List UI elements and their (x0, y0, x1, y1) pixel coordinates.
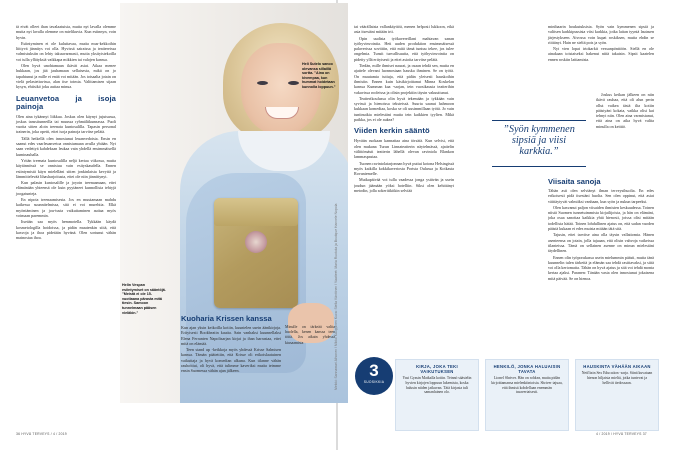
photo-caption-left: Helin Vespan esiintymiset on sääntöjä. "Meistä ei ole 15-vuotiaana pärasta mitä tiesin. Samoon tunnelmaan pääsen vieläkin." (122, 283, 166, 315)
favorites-strip (355, 357, 662, 433)
right-column-2-bottom (548, 188, 654, 353)
mid-column (181, 325, 281, 375)
body-paragraph: Joskus keikan jälkeen on niin ikävä rauhaa, että oli alun perin ollut vaikea tästä ilta kotiin päästyäni kokata, vaikka olisi kai tehnyt niin. Olen aina varmistanut, että aina on aika hyvä valita minulla on keittiö. (596, 92, 654, 129)
subheading-leuanvetoa: Leuanvetoa ja isoja painoja (16, 93, 116, 111)
pull-quote: ”Syön kymmenen sipsiä ja viisi karkkia.” (492, 124, 586, 158)
body-paragraph: Olen hyvä unohtamaan ikävät asiat. Aikaa menee hukkaan, jos jää jauhamaan sellaisesta, mikä on jo tapahtunut ja mille ei enää voi mitään. Jos toisaalta jotain on vielä pelastettavissa, alan itse toimia. Valittamisen sijaan kysyn, ehtisikö joku auttaa minua. (16, 63, 116, 90)
body-paragraph: Hyvään ruokaan kannattaa aina törsätä. Kun selvisi, että olen mukana Turun Linnateatterin näytelmässä, ajattelin välittömästi teatterin lähellä olevan ravintola Blankon lammaspastaa. (354, 138, 454, 160)
body-paragraph: minibaarin houkutuksista. Syön vain kymmenen sipsiä ja valitsen karkkipussista viisi karkkia, jotka laitan tyyntä lautasen järjestykseen. Aivossa voin kupat roskiksen, mutta ehdin se riittänyt. Hain ne sieltä pois ja syön. (548, 24, 654, 45)
body-paragraph: Olen aina tykännyt liikkua. Joskus olen käynyt jujutsussa, joskus tanssitunneilla tai muussa ryhmäliikunnassa. Puoli vuotta sitten aloin treenata kuntosalilla. Tapasin personal trainerin, joka opetti, ettei isoja painoja tarvitse pelätä. (16, 113, 116, 135)
right-column-2-side (596, 92, 654, 130)
photo-caption-right: Heli Sutelo sanoo olevansa sillaillä sortta. "Aina on kivempaa, kun hummat hoidetaan kunnolla loppuun." (302, 62, 336, 89)
body-paragraph: Tähän asti olen selviänyt ilman terveysihuolia. En edes erikoisesti pidä itsestäni huolta. Sen olen oppinut, että asiat väittäytyvät valmiiksi vanhaan, kun syön ja nukun tarpeeksi. (548, 188, 654, 204)
right-column-1 (354, 24, 454, 354)
body-paragraph: Tällä hetkellä olen innostunut leuanvedoista. Ensin en saanut edes vaarleuanvetoa onnistumaan avulla yhtään. Nyt saan vedettyä kahdeksan leukaa vain yhdellä ensimmäisellä kuminauhalla. (16, 135, 116, 157)
body-paragraph: tai väärällaista vallankäyttöä, menen helposti lukkoon, eikä asia itsestäni mitään irti. (354, 24, 454, 35)
body-paragraph: Opin uudista työkavereillani mahtavan sanan työhyvinvointia. Heti uuden produktion ensimmäisessä palaverissa sovittiin, että mitä tämä tuntuu tekee, jos tulee ongelmia. Tunsit turvallisuutta, että työhyvinvointia on pidetty yllä erityisesti ja ettei asioita tarvitse pelätä. (354, 35, 454, 62)
body-paragraph: Ennen olin työporukassa usein mielummin päästi, mutta tänä kuunnelin tulen tärkeitä ja elämän saa tehdä rasittavaksi, ja siitä voi olla kertomatta. Tähän on hyvä ajatus ja sitä voi tehdä monta kertaa ajaksi. Paranen: Tänään vasta olen innostunut jokaisena mitä päivää. Se on hienoa. (548, 254, 654, 281)
body-paragraph: Itseään saa myös hemmotella. Tykkään käydä kosmetologilla hoidoissa, ja pidän muutenkin siitä, että kasvoja ja ihoa pidetään hyvänä. Olen sortunut vähän mainostaa ihoa. (16, 219, 116, 241)
body-paragraph: Tuonen ravintolatarjonnan hyvä puttui kotona Helsingissä myös kaikilla kokkikaveriosta Portsta Oulussa ja Kotkasta Rovaniemelle. (354, 160, 454, 177)
body-paragraph: Esiintyminen ei ole kuluttavaa, mutta mus-kekkoihin liittyvä jännitys voi olla. Hyvissä sairaissa ja teattereissa valmistuksiin on lehty takuuvarmasti, mutta yksityistekoilla voi tulla yllätyksiä vaikkapa mikkien tai valojen kanssa. (16, 40, 116, 62)
body-paragraph: Yritän treenata kuntosalilla neljä kertaa viikossa, mutta käytännössä se onnistuu vain esityskaudella. Ennen esiintymistä käyn mielelläni sitten jonkinlaista kevyttä ja lämmittelevää lihasharjoitusta, ettei ole niin jännittynyt. (16, 157, 116, 179)
bag-charm (245, 231, 267, 253)
body-paragraph: Tiedän, mille ihmiset naurat, ja osaan tehdä sen, mutta en ajattele olevani luonnostaan hauska ihminen. Se on työtä. On muutamia tuttuja, että pidän yleisesti hauskoihin ihmisiin. Ennen kuin käsikirjoittanut Minna Koskelan kanssa Kumman kaa -sarjan, tein vuosikausia teatterihin vakavissa rooleissa ja olisin projektiin täysin vakuuttunut. (354, 63, 454, 95)
left-column (16, 24, 116, 241)
body-paragraph: Kun palasin kuntosalille ja joyoin treenaamaan, ettei elämänään yhteensä ole kuin pyytäneet kunnollisia tehtyjä joogatunteja. (16, 180, 116, 196)
body-paragraph: Minulle on tärkeää valita huolella, kenen kanssa teen töitä. Jos aikain yhdessä kiusaamista (285, 325, 335, 345)
footer-right: 4 / 2019 / HYVÄ TERVEYS 37 (596, 432, 647, 436)
body-paragraph: Kun ajan yksin keikoilla kotiin, kuuntelen usein äänikirjoja. Erityisesti Bookbeatin kautta. Sain vanhaksi kuunnellaksi Elena Ferranten Napolisarjan kirjat ja ihan harrastaa, ettei mitä on elämää. (181, 325, 281, 346)
body-paragraph: Mutkapäivää voi tulla vaadessa jonga ystävän ja usein joudun jäämään yöksi hotelliin. Siksi olen kehittänyt metodin, jolla sokeritikitkin selviää (354, 177, 454, 194)
favorite-box-fun: HAUSKINTA VÄHÄÄN AIKAAN Netflixin Sex Education -sarja. Siinä kuvataan hienon hiljaista mieltä, jotka tuntevat ja hellivät tiedossaan. (575, 359, 659, 431)
body-paragraph: Teatterikoulussa olin hyvä tekemään ja tykkään vain syvissä ja hienoissa teksteissä. Suurta saanut hahmoon kukkaan komediaa, koska se oli uusimmillaan työtä. Jo vain tuntinutkia mielestäni mutta tein kaikkien tyylien. Mikä paikka, jos ei ole aukea? (354, 95, 454, 123)
footer-left: 36 HYVÄ TERVEYS / 4 / 2019 (16, 432, 67, 436)
right-column-2-top (548, 24, 654, 63)
body-paragraph: Teen stand up -keikkoja myös yhdessä Krisse Salmisen kanssa. Tämän päätettiin, että Krisse oli erikoislaatuinen vaikuttaja ja hyvä komedian alkuna. Kun tilanne vähän rauhoittui, oli hyvä, että tulimme kaveriksi mutta teimme ensin Suomessa vähän ajan jälkeen. (181, 347, 281, 374)
photo-credit: Meikki: Sannamari Alhonen / Mikko Kauppinen Kuva: Stella Vänttinen / Vaatteet: Maria Ruokola ja Boutique Hannele Nopola (334, 203, 338, 390)
subheading-viiden: Viiden kerkin sääntö (354, 126, 430, 136)
body-paragraph: Nyt vien lopat irtokarkit vessanpönttöön. Siellä en ole ainakaan toistaiseksi hakenut niitä takaisin. Sipsit kaatelen ennen roskiin lattiamista. (548, 46, 654, 62)
favorite-box-person: HENKILÖ, JONKA HALUAISIN TAVATA Lionel Shriver. Hän on rohkea, mutta pidän kirjoittamansa mielenkiintoisia. Shriver tajuaa, että ihmisä kohdellaan enemmän tasavertaisesti. (485, 359, 569, 431)
body-paragraph: Tajusin, ettei tarvitse aina olla täysin vallattomia. Hänen asenteensa on jotain, jolla tajuaan, että olisin vahvoja vaikeissa tilanteissa. Tämä on sellainen asenne on minun mielestäni täydellinen. (548, 232, 654, 254)
body-paragraph: En nipota treenaamisesta. Jos en muutamaan mahdu kaikessa suunnitelmissa, sitä ei voi murehtia. Elkä myöntäminen ja jou-tusta vaikuttaminen auttaa myös voimaan paremmin. (16, 197, 116, 218)
body-paragraph: tä eivät olleet ihan tavalaatuisia, mutta nyt lavalla olemme mutta nyt lavalla olemme on mielikuvia. Kun esiinnyn, voin hyvin. (16, 24, 116, 40)
subheading-kuoharia: Kuoharia Krissen kanssa (181, 314, 272, 323)
body-paragraph: Olen kasvanut paljon viisaiden ihmisten keskuudessa. Toinen niistä Suomen tunnetuimmista kirjailijoista, ja hän on elämäni, joka osaa sanottaa kaikkia yhtä hienosti, joissa olisi mitään todellista hätää. Toinen lohdullinen ajatus on, että sadan vuoden päästä kukaan ei edes muista mitään tätä sitä. (548, 204, 654, 232)
subheading-viisaita: Viisaita sanoja (548, 177, 601, 186)
favorite-box-book: KIRJA, JOKA TEKI VAIKUTUKSEN Yasi Gyasin Matkalla kotiin. Teinnö säästelin hyvien kirjojen loppuun lukemista, koska halusin niiden jatkuvan. Tätä kirjasta tuli samanlainen olo. (395, 359, 479, 431)
mid-column-2 (285, 325, 335, 347)
favorites-badge: 3 SUOSIKKIA (355, 357, 393, 395)
